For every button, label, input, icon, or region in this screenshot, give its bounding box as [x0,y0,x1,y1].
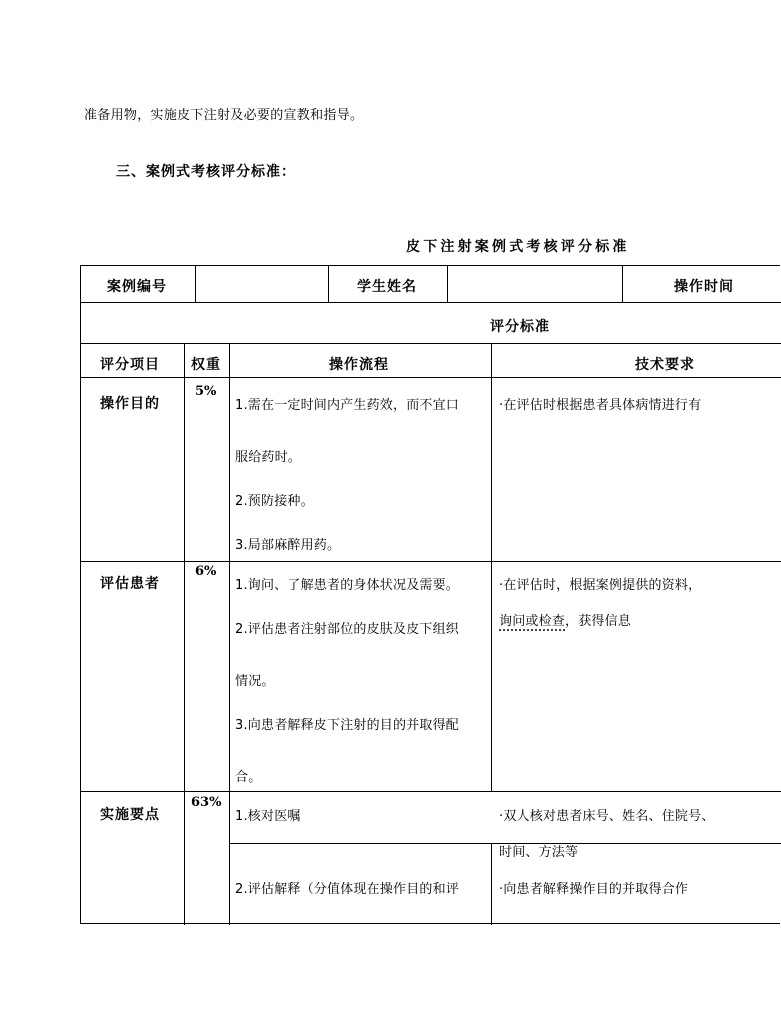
col-header-weight: 权重 [191,357,221,373]
table-title: 皮下注射案例式考核评分标准 [406,239,630,255]
col-header-flow: 操作流程 [329,357,389,373]
operation-time-label: 操作时间 [674,279,734,295]
col-divider [229,343,230,925]
row-weight: 63% [191,795,222,810]
row-item-label: 操作目的 [100,396,160,412]
flow-line: 2.预防接种。 [235,494,314,509]
row-divider [81,343,781,344]
flow-line: 1.询问、了解患者的身体状况及需要。 [235,578,460,593]
row-item-label: 评估患者 [100,576,160,592]
requirement-line: 时间、方法等 [499,845,579,860]
row-divider [81,302,781,303]
col-divider [447,266,448,302]
flow-line: 情况。 [235,674,275,689]
col-divider [195,266,196,302]
requirement-emphasis: 询问或检查 [499,614,566,629]
col-divider [328,266,329,302]
flow-line: 1.核对医嘱 [235,809,301,824]
criteria-label: 评分标准 [490,319,550,335]
col-divider [491,843,492,925]
col-divider [622,266,623,302]
case-no-label: 案例编号 [107,279,167,295]
row-divider [81,791,781,792]
flow-line: 2.评估患者注射部位的皮肤及皮下组织 [235,622,460,637]
requirement-line: ·向患者解释操作目的并取得合作 [499,882,689,897]
requirement-continuation: ，获得信息 [565,614,632,629]
row-divider [81,377,781,378]
intro-text: 准备用物，实施皮下注射及必要的宣教和指导。 [84,108,364,123]
row-weight: 5% [195,384,217,399]
section-heading: 三、案例式考核评分标准： [116,164,296,180]
flow-line: 服给药时。 [235,450,302,465]
row-weight: 6% [195,564,217,579]
col-header-item: 评分项目 [100,357,160,373]
flow-line: 合。 [235,770,262,785]
flow-line: 2.评估解释（分值体现在操作目的和评 [235,882,460,897]
flow-line: 3.向患者解释皮下注射的目的并取得配 [235,718,460,733]
requirement-line: ·双人核对患者床号、姓名、住院号、 [499,809,715,824]
row-divider [81,561,781,562]
row-item-label: 实施要点 [100,807,160,823]
student-name-label: 学生姓名 [357,279,417,295]
flow-line: 3.局部麻醉用药。 [235,538,341,553]
requirement-line [499,610,631,629]
col-divider [491,343,492,791]
col-divider [184,343,185,925]
col-header-requirement: 技术要求 [635,357,695,373]
requirement-line: ·在评估时根据患者具体病情进行有 [499,398,702,413]
scoring-table [80,265,780,924]
flow-line: 1.需在一定时间内产生药效，而不宜口 [235,398,460,413]
requirement-line: ·在评估时，根据案例提供的资料， [499,578,702,593]
